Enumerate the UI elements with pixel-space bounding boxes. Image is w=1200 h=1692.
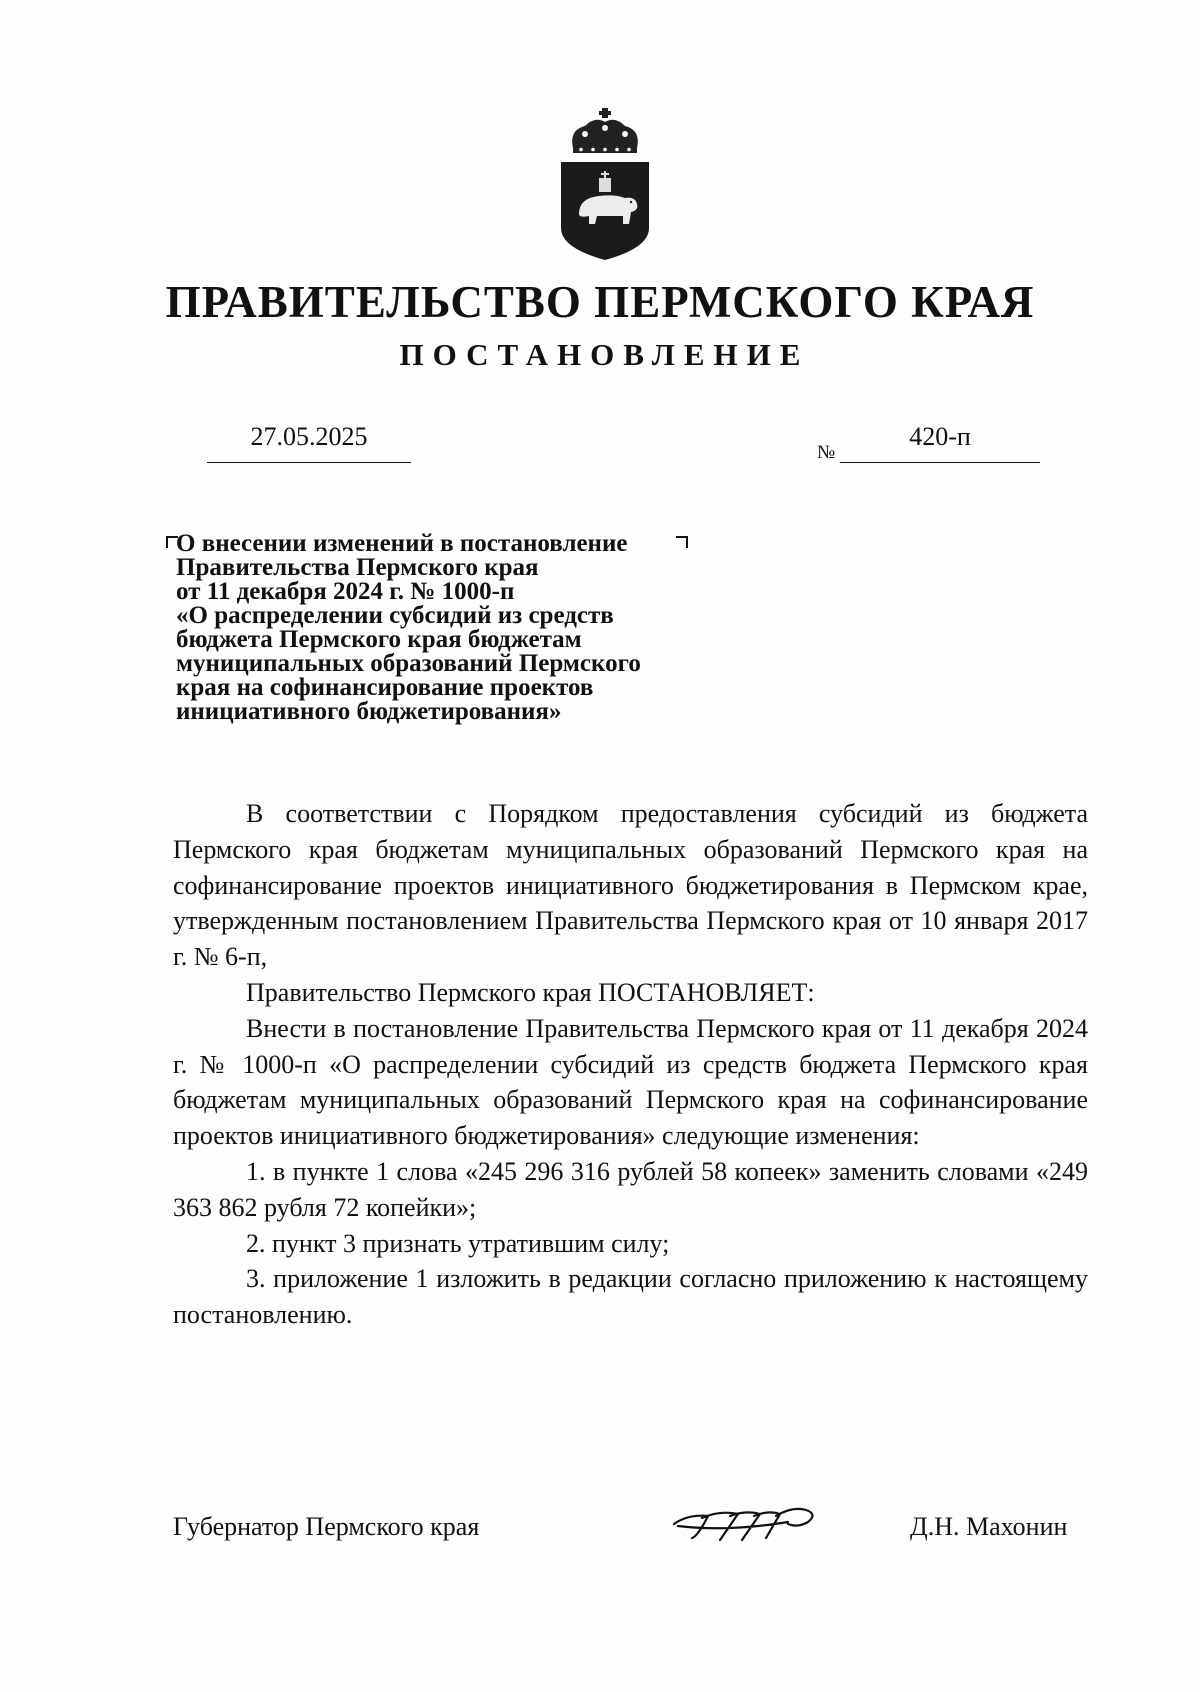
body-paragraph: 1. в пункте 1 слова «245 296 316 рублей 58 копеек» заменить словами «249 363 862 рубля 72 копейки»; bbox=[173, 1156, 1088, 1222]
subject-line: муниципальных образований Пермского bbox=[176, 650, 641, 677]
subject-line: Правительства Пермского края bbox=[176, 554, 539, 581]
organization-title: ПРАВИТЕЛЬСТВО ПЕРМСКОГО КРАЯ bbox=[165, 277, 1035, 327]
signatory-name: Д.Н. Махонин bbox=[910, 1512, 1068, 1541]
body-paragraph: Внести в постановление Правительства Пермского края от 11 декабря 2024 г. № 1000-п «О распределении субсидий из средств бюджета Пермского края бюджетам муниципальных образований Пермского края на софинансирование проектов инициативного бюджетирования» следующие изменения: bbox=[173, 1013, 1088, 1151]
document-number: 420-п bbox=[909, 422, 971, 451]
document-subject bbox=[176, 532, 736, 724]
subject-line: от 11 декабря 2024 г. № 1000-п bbox=[176, 578, 515, 605]
signatory-position: Губернатор Пермского края bbox=[173, 1512, 480, 1541]
body-paragraph: Правительство Пермского края ПОСТАНОВЛЯЕТ: bbox=[246, 977, 815, 1007]
subject-line: края на софинансирование проектов bbox=[176, 674, 594, 701]
subject-line: «О распределении субсидий из средств bbox=[176, 602, 614, 629]
document-date: 27.05.2025 bbox=[250, 422, 368, 451]
body-paragraph: В соответствии с Порядком предоставления субсидий из бюджета Пермского края бюджетам муниципальных образований Пермского края на софинансирование проектов инициативного бюджетирования в Пермском крае, утвержденным постановлением Правительства Пермского края от 10 января 2017 г. № 6-п, bbox=[173, 799, 1088, 972]
perm-krai-coat-of-arms-icon bbox=[555, 108, 655, 260]
subject-line: бюджета Пермского края бюджетам bbox=[176, 626, 582, 653]
body-paragraph: 3. приложение 1 изложить в редакции согласно приложению к настоящему постановлению. bbox=[173, 1264, 1088, 1330]
document-date-field bbox=[207, 422, 411, 463]
subject-line: О внесении изменений в постановление bbox=[176, 530, 628, 557]
handwritten-signature-icon bbox=[668, 1496, 838, 1546]
subject-line: инициативного бюджетирования» bbox=[176, 698, 562, 725]
number-sign: № bbox=[817, 442, 836, 463]
document-type: ПОСТАНОВЛЕНИЕ bbox=[399, 337, 810, 372]
document-number-field bbox=[840, 422, 1040, 463]
body-paragraph: 2. пункт 3 признать утратившим силу; bbox=[246, 1228, 670, 1258]
document-body bbox=[173, 796, 1088, 1333]
